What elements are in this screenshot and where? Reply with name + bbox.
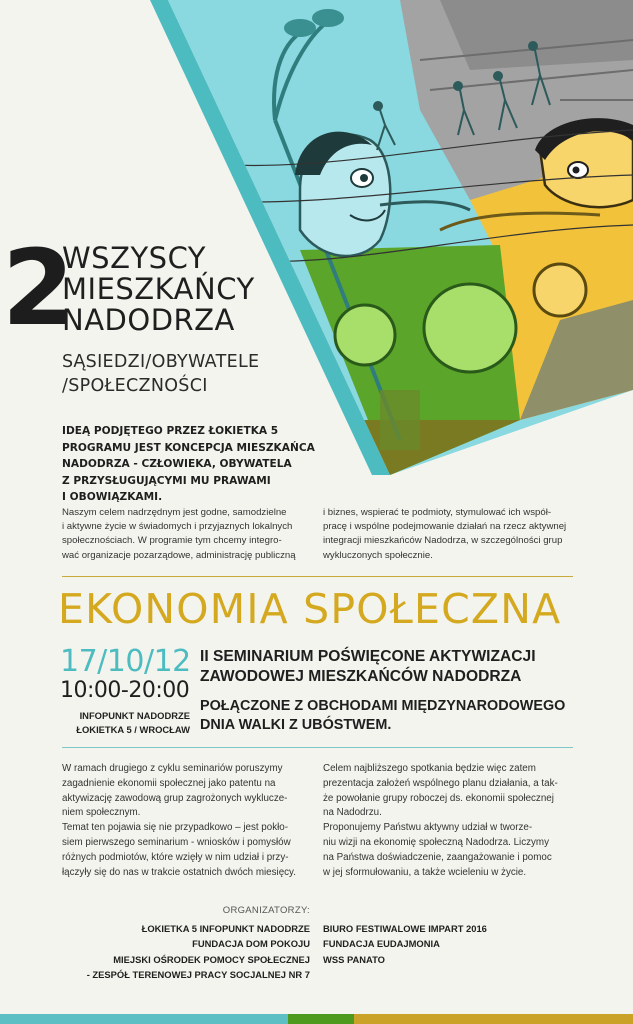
text-line: niem społecznym. [62, 807, 141, 819]
intro-lead-line: I OBOWIĄZKAMI. [62, 491, 163, 503]
event-place [52, 709, 190, 736]
body-paragraph-right [323, 762, 578, 880]
intro-lead-line: Z PRZYSŁUGUJĄCYMI MU PRAWAMI [62, 474, 271, 487]
seminar-title [200, 647, 580, 687]
organizer-item: ŁOKIETKA 5 INFOPUNKT NADODRZE [141, 923, 310, 934]
main-title-line: MIESZKAŃCY [62, 272, 255, 306]
text-line: społecznościach. W programie tym chcemy integro- [62, 535, 282, 547]
text-line: i biznes, wspierać te podmioty, stymulować ich współ- [323, 507, 552, 518]
text-line: siem pierwszego seminarium - wniosków i pomysłów [62, 836, 291, 848]
footer-segment-teal [0, 1014, 288, 1024]
seminar-title-line: II SEMINARIUM POŚWIĘCONE AKTYWIZACJI [200, 648, 536, 665]
main-title [62, 243, 282, 336]
intro-lead-line: NADODRZA - CZŁOWIEKA, OBYWATELA [62, 458, 292, 470]
organizer-item: BIURO FESTIWALOWE IMPART 2016 [323, 923, 487, 934]
body-paragraph-left [62, 762, 314, 880]
organizer-item: - ZESPÓŁ TERENOWEJ PRACY SOCJALNEJ NR 7 [86, 969, 310, 981]
intro-paragraph-right [323, 506, 578, 563]
divider-gold [62, 576, 573, 577]
event-time: 10:00-20:00 [60, 678, 190, 703]
text-line: w jej sformułowaniu, a także wcieleniu w życie. [323, 866, 527, 878]
seminar-subtitle-line: DNIA WALKI Z UBÓSTWEM. [200, 717, 392, 733]
organizers-label: ORGANIZATORZY: [222, 905, 310, 916]
subtitle-line: /SPOŁECZNOŚCI [62, 376, 208, 396]
illustration-collage [0, 0, 633, 480]
intro-lead-line: IDEĄ PODJĘTEGO PRZEZ ŁOKIETKA 5 [62, 425, 279, 437]
seminar-subtitle-line: POŁĄCZONE Z OBCHODAMI MIĘDZYNARODOWEGO [200, 698, 566, 714]
intro-lead [62, 423, 322, 506]
organizer-item: FUNDACJA DOM POKOJU [192, 938, 310, 950]
organizers-list-left [40, 921, 310, 983]
event-place-line: ŁOKIETKA 5 / WROCŁAW [76, 723, 190, 735]
text-line: aktywizację zawodową grup zagrożonych wykluczе- [62, 792, 288, 804]
organizer-item: FUNDACJA EUDAJMONIA [323, 938, 440, 950]
text-line: Temat ten pojawia się nie przypadkowo – jest pokło- [62, 822, 288, 834]
organizers-list-right [323, 921, 578, 967]
section-number: 2 [2, 227, 71, 349]
subtitle-line: SĄSIEDZI/OBYWATELE [62, 352, 260, 372]
event-date: 17/10/12 [60, 644, 191, 679]
text-line: różnych podmiotów, które wzięły w nim udział i przy- [62, 851, 289, 863]
main-title-line: NADODRZA [62, 303, 235, 337]
main-title-line: WSZYSCY [62, 241, 207, 275]
text-line: integracji mieszkańców Nadodrza, w szczególności grup [323, 535, 563, 547]
event-title: EKONOMIA SPOŁECZNA [58, 585, 562, 633]
text-line: wykluczonych społecznie. [323, 549, 433, 561]
text-line: na Nadodrzu. [323, 807, 382, 819]
footer-color-bar [0, 1014, 633, 1024]
seminar-subtitle [200, 697, 580, 735]
text-line: i aktywne życie w świadomych i przyjaznych lokalnych [62, 521, 293, 533]
text-line: Proponujemy Państwu aktywny udział w tworze- [323, 822, 533, 834]
text-line: Naszym celem nadrzędnym jest godne, samodzielne [62, 507, 287, 518]
divider-teal [62, 747, 573, 748]
text-line: łączyły się do nas w trakcie ostatnich dwóch miesięcy. [62, 866, 296, 878]
intro-lead-line: PROGRAMU JEST KONCEPCJA MIESZKAŃCA [62, 441, 315, 454]
footer-segment-green [288, 1014, 354, 1024]
seminar-title-line: ZAWODOWEJ MIESZKAŃCÓW NADODRZA [200, 668, 522, 685]
text-line: wać organizacje pozarządowe, administrację publiczną [62, 549, 296, 561]
text-line: zagadnienie ekonomii społecznej jako patentu na [62, 777, 276, 789]
footer-segment-gold [354, 1014, 633, 1024]
text-line: W ramach drugiego z cyklu seminariów poruszymy [62, 763, 283, 774]
organizer-item: WSS PANATO [323, 953, 385, 965]
text-line: niu wizji na ekonomię społeczną Nadodrza. Liczymy [323, 836, 549, 848]
intro-paragraph-left [62, 506, 314, 563]
event-place-line: INFOPUNKT NADODRZE [79, 710, 190, 721]
text-line: że powołanie grupy roboczej ds. ekonomii społecznej [323, 792, 554, 804]
subtitle [62, 350, 322, 398]
text-line: Celem najbliższego spotkania będzie więc zatem [323, 763, 536, 774]
text-line: pracę i wspólne podejmowanie działań na rzecz aktywnej [323, 521, 567, 533]
text-line: na Państwa doświadczenie, zaangażowanie i pomoc [323, 851, 552, 863]
organizer-item: MIEJSKI OŚRODEK POMOCY SPOŁECZNEJ [113, 953, 310, 965]
text-line: prezentacja założeń wspólnego planu działania, a tak- [323, 777, 558, 789]
